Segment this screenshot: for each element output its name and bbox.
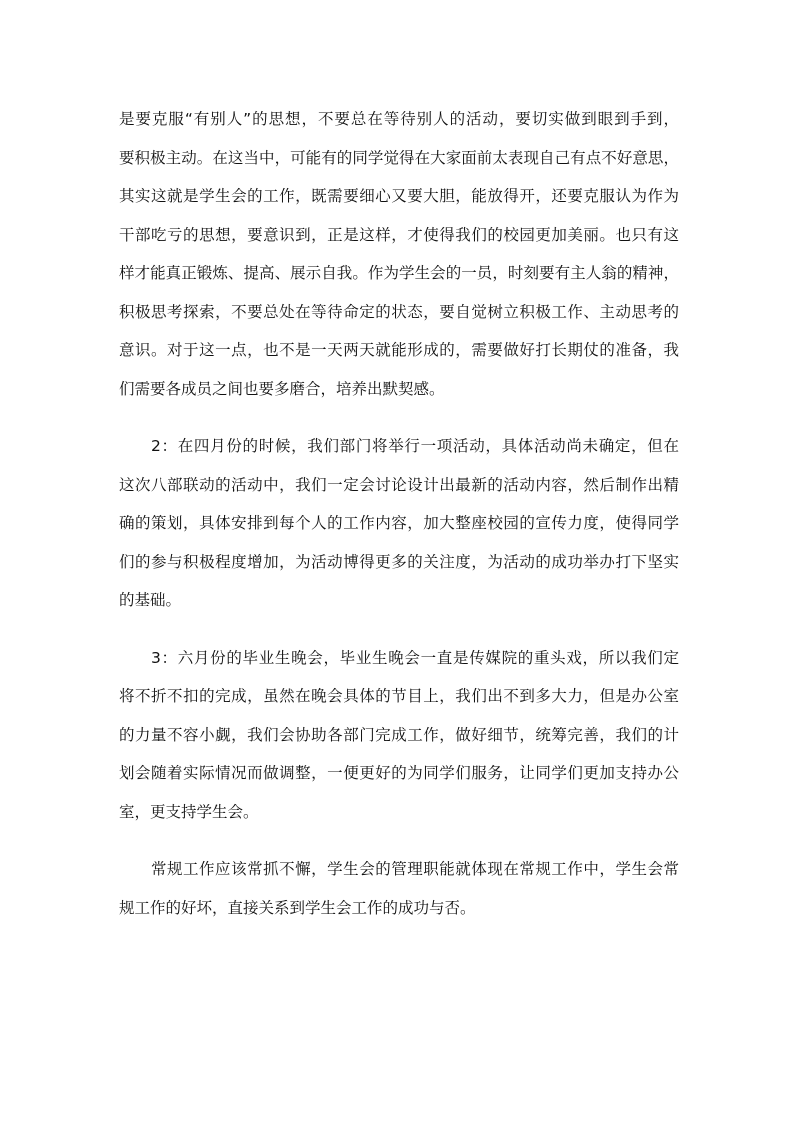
paragraph-3 (119, 639, 679, 832)
document-body (119, 100, 679, 946)
paragraph-line: 划会随着实际情况而做调整，一便更好的为同学们服务，让同学们更加支持办公 (119, 764, 679, 782)
paragraph-line: 的基础。 (119, 591, 182, 609)
paragraph-line: 确的策划，具体安排到每个人的工作内容，加大整座校园的宣传力度，使得同学 (119, 514, 679, 532)
paragraph-4 (119, 850, 679, 927)
paragraph-line: 要积极主动。在这当中，可能有的同学觉得在大家面前太表现自己有点不好意思， (119, 148, 679, 167)
paragraph-line: 意识。对于这一点，也不是一天两天就能形成的，需要做好打长期仗的准备，我 (119, 341, 679, 359)
paragraph-line: 们需要各成员之间也要多磨合，培养出默契感。 (119, 379, 445, 398)
paragraph-line: 规工作的好坏，直接关系到学生会工作的成功与否。 (119, 898, 476, 917)
paragraph-line: 们的参与积极程度增加，为活动博得更多的关注度，为活动的成功举办打下坚实 (119, 552, 679, 571)
paragraph-line: 将不折不扣的完成，虽然在晚会具体的节目上，我们出不到多大力，但是办公室 (119, 687, 679, 705)
paragraph-line: 是要克服“有别人”的思想，不要总在等待别人的活动，要切实做到眼到手到， (119, 110, 679, 128)
paragraph-line: 3：六月份的毕业生晚会，毕业生晚会一直是传媒院的重头戏，所以我们定 (151, 648, 679, 667)
paragraph-line: 常规工作应该常抓不懈，学生会的管理职能就体现在常规工作中，学生会常 (151, 860, 679, 878)
paragraph-line: 的力量不容小觑，我们会协助各部门完成工作，做好细节，统筹完善，我们的计 (119, 725, 679, 744)
paragraph-2 (119, 427, 679, 620)
paragraph-line: 积极思考探索，不要总处在等待命定的状态，要自觉树立积极工作、主动思考的 (119, 302, 679, 321)
paragraph-line: 这次八部联动的活动中，我们一定会讨论设计出最新的活动内容，然后制作出精 (119, 475, 679, 494)
paragraph-line: 样才能真正锻炼、提高、展示自我。作为学生会的一员，时刻要有主人翁的精神， (119, 264, 679, 282)
paragraph-1 (119, 100, 679, 408)
paragraph-line: 其实这就是学生会的工作，既需要细心又要大胆，能放得开，还要克服认为作为 (119, 187, 679, 205)
paragraph-line: 2：在四月份的时候，我们部门将举行一项活动，具体活动尚未确定，但在 (151, 437, 679, 455)
paragraph-line: 干部吃亏的思想，要意识到，正是这样，才使得我们的校园更加美丽。也只有这 (119, 225, 679, 244)
paragraph-line: 室，更支持学生会。 (119, 802, 259, 821)
